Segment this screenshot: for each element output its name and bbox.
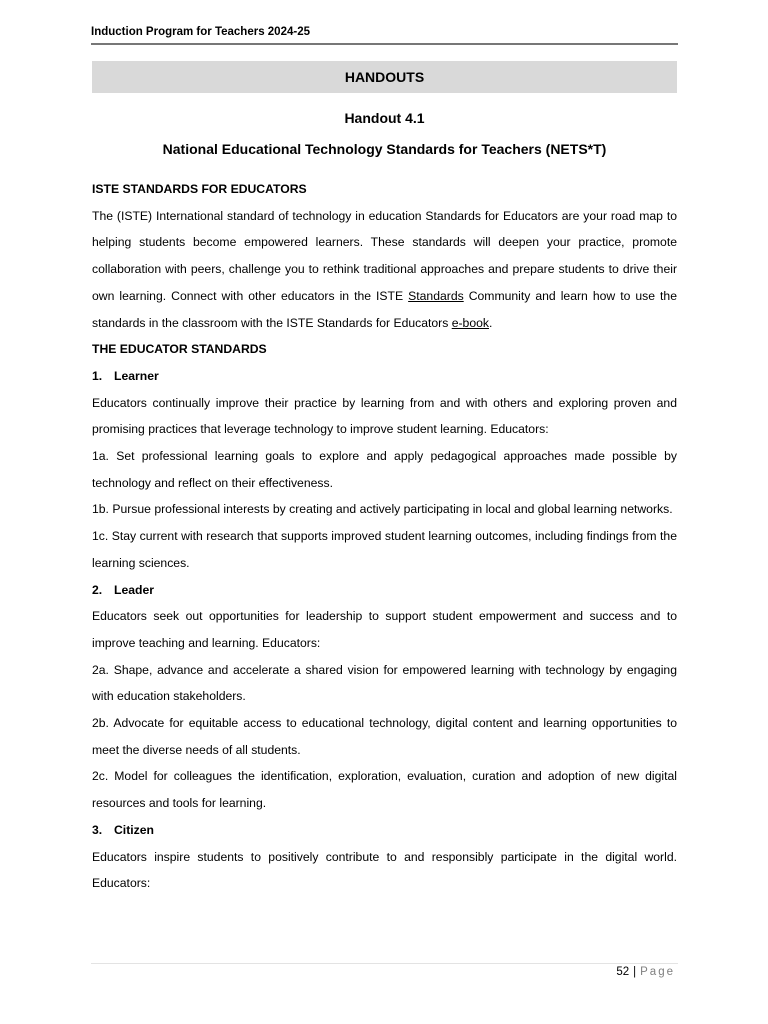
document-body [92, 176, 677, 897]
intro-text-3: . [488, 315, 493, 330]
page-separator: | [633, 966, 637, 978]
leader-item-2c: 2c. Model for colleagues the identification, exploration, evaluation, curation and adoption of new digital resources and tools for learning. [92, 769, 677, 811]
intro-text-2: Community and learn how to use the standards in the classroom with the ISTE Standards for Educators [92, 288, 677, 330]
page-number: 52 [616, 966, 630, 978]
leader-item-2a: 2a. Shape, advance and accelerate a shared vision for empowered learning with technology by engaging with education stakeholders. [92, 662, 677, 704]
leader-heading [92, 577, 677, 604]
leader-number: 2. [92, 582, 103, 597]
citizen-heading [92, 817, 677, 844]
section-band-title: HANDOUTS [344, 69, 425, 85]
learner-title: Learner [114, 368, 159, 383]
page-word: Page [640, 966, 675, 978]
citizen-number: 3. [92, 822, 103, 837]
header-rule [91, 43, 678, 45]
learner-item-1c: 1c. Stay current with research that supports improved student learning outcomes, including findings from the learning sciences. [92, 529, 677, 570]
educator-standards-heading: THE EDUCATOR STANDARDS [92, 342, 267, 357]
intro-paragraph [92, 203, 677, 337]
leader-intro: Educators seek out opportunities for leadership to support student empowerment and success and to improve teaching and learning. Educators: [92, 609, 677, 650]
page-footer [616, 966, 675, 978]
e-book-link[interactable]: e-book [451, 315, 489, 330]
standards-link[interactable]: Standards [408, 288, 464, 303]
learner-heading [92, 363, 677, 390]
citizen-intro: Educators inspire students to positively contribute to and responsibly participate in the digital world. Educators: [92, 849, 677, 891]
intro-text-1: The (ISTE) International standard of technology in education Standards for Educators are your road map to helping students become empowered learners. These standards will deepen your practice, promote collaboration with peers, challenge you to rethink traditional approaches and prepare students to drive their own learning. Connect with other educators in the ISTE [92, 208, 677, 303]
handout-number: Handout 4.1 [344, 110, 425, 126]
leader-item-2b: 2b. Advocate for equitable access to educational technology, digital content and learning opportunities to meet the diverse needs of all students. [92, 716, 677, 757]
learner-intro: Educators continually improve their practice by learning from and with others and exploring proven and promising practices that leverage technology to improve student learning. Educators: [92, 395, 677, 437]
handout-title: National Educational Technology Standards for Teachers (NETS*T) [162, 141, 607, 157]
running-header: Induction Program for Teachers 2024-25 [91, 26, 310, 38]
learner-item-1b: 1b. Pursue professional interests by creating and actively participating in local and global learning networks. [92, 502, 673, 517]
footer-rule [91, 963, 678, 964]
section-band [92, 61, 677, 93]
learner-number: 1. [92, 368, 103, 383]
iste-heading: ISTE STANDARDS FOR EDUCATORS [92, 182, 307, 196]
citizen-title: Citizen [114, 822, 154, 837]
learner-item-1a: 1a. Set professional learning goals to explore and apply pedagogical approaches made possible by technology and reflect on their effectiveness. [92, 449, 677, 490]
leader-title: Leader [114, 582, 154, 597]
